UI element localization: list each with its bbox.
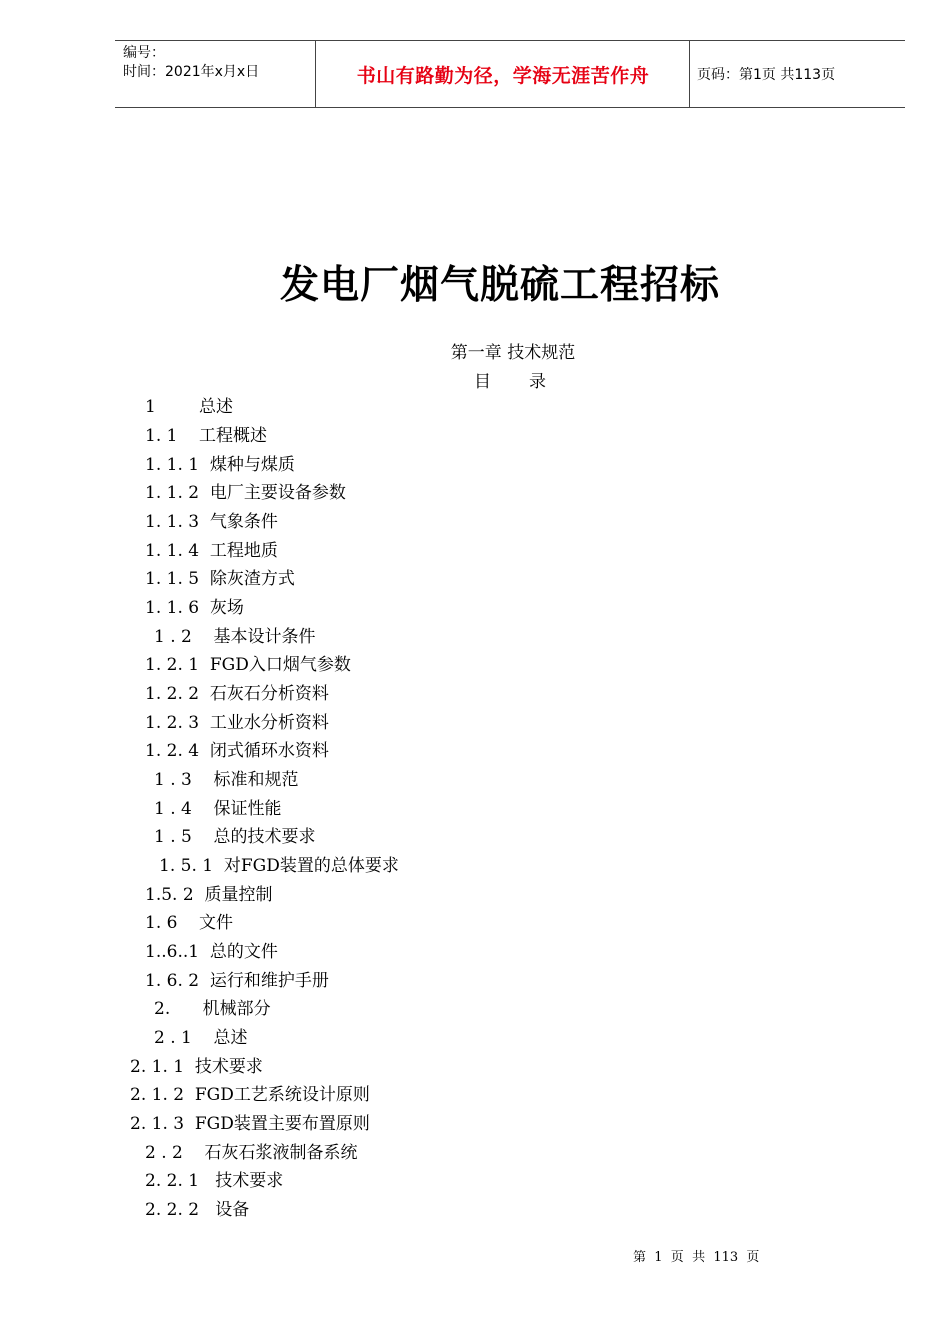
toc-item: 1. 1. 3 气象条件 (145, 512, 278, 532)
toc-item: 1. 1. 6 灰场 (145, 598, 244, 618)
toc-item: 1. 1 工程概述 (145, 426, 268, 446)
page-header (115, 40, 905, 108)
toc-item: 2. 机械部分 (154, 999, 271, 1019)
toc-item: 1 . 4 保证性能 (154, 799, 282, 819)
header-motto: 书山有路勤为径，学海无涯苦作舟 (356, 64, 650, 87)
header-divider (315, 41, 316, 107)
toc-item: 2. 2. 1 技术要求 (145, 1171, 284, 1191)
page-footer: 第 1 页 共 113 页 (633, 1250, 760, 1265)
toc-item: 2. 1. 3 FGD装置主要布置原则 (130, 1114, 370, 1134)
toc-item: 2 . 1 总述 (154, 1028, 248, 1048)
toc-heading-a: 目 (474, 372, 491, 392)
toc-item: 1.5. 2 质量控制 (145, 885, 273, 905)
toc-item: 1 . 5 总的技术要求 (154, 827, 316, 847)
toc-item: 1..6..1 总的文件 (145, 942, 278, 962)
toc-item: 1. 2. 3 工业水分析资料 (145, 713, 329, 733)
header-meta (123, 44, 259, 82)
toc-item: 1. 1. 5 除灰渣方式 (145, 569, 295, 589)
toc-item: 2. 2. 2 设备 (145, 1200, 250, 1220)
chapter-heading: 第一章 技术规范 (450, 343, 576, 363)
toc-item: 2. 1. 1 技术要求 (130, 1057, 263, 1077)
header-page-info: 页码：第1页 共113页 (697, 67, 836, 83)
toc-item: 1. 5. 1 对FGD装置的总体要求 (159, 856, 399, 876)
toc-item: 1. 1. 4 工程地质 (145, 541, 278, 561)
toc-item: 1. 1. 2 电厂主要设备参数 (145, 483, 346, 503)
document-title: 发电厂烟气脱硫工程招标 (280, 263, 721, 308)
toc-item: 1. 2. 2 石灰石分析资料 (145, 684, 329, 704)
time-label: 时间：2021年x月x日 (123, 64, 260, 80)
toc-item: 1. 2. 1 FGD入口烟气参数 (145, 655, 351, 675)
toc-heading-b: 录 (529, 372, 546, 392)
toc-item: 1. 6. 2 运行和维护手册 (145, 971, 329, 991)
header-divider (689, 41, 690, 107)
toc-item: 1 总述 (145, 397, 234, 417)
number-label: 编号： (123, 45, 165, 61)
toc-item: 1. 1. 1 煤种与煤质 (145, 455, 295, 475)
toc-item: 1. 2. 4 闭式循环水资料 (145, 741, 329, 761)
toc-item: 2 . 2 石灰石浆液制备系统 (145, 1143, 358, 1163)
toc-item: 1 . 2 基本设计条件 (154, 627, 316, 647)
toc-heading (474, 367, 546, 392)
toc-item: 1 . 3 标准和规范 (154, 770, 299, 790)
toc-item: 2. 1. 2 FGD工艺系统设计原则 (130, 1085, 370, 1105)
toc-item: 1. 6 文件 (145, 913, 234, 933)
